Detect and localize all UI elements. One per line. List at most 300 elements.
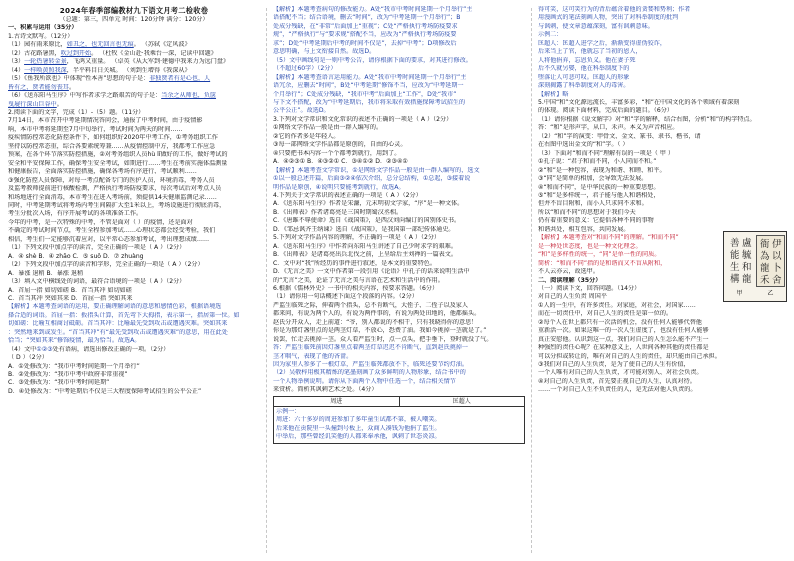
exam-meta: （总题：第三，四单元 时间：120分钟 满分：120分）	[59, 16, 209, 23]
text-run: ③强化防控人员保障，对每一考点配备专门的医护人员，环境消毒，考务人员	[8, 176, 215, 184]
text-run: 都来问，有说为两个人的，有说为两件事的，有说为两处田地的，他都摇头。	[273, 310, 481, 318]
text-line	[538, 116, 788, 124]
text-run: （5）《鱼我所欲也》中体现“性本善”思想的句子是：	[8, 75, 150, 83]
text-run: A．④②③① B．④③②① C．③④①② D．②③④①	[273, 158, 408, 166]
text-run: 堕落让人可悲可叹。匡超人的形象	[538, 73, 630, 81]
text-line	[538, 319, 788, 327]
text-run: 【解析】略	[538, 90, 569, 98]
text-line	[8, 75, 260, 83]
text-run: 7月14日，本市召开中考延期情况答问会，通报了中考时间，由于疫情影	[8, 117, 203, 125]
text-run: 说罢，忙走去挑掉一茎。众人看严监生时，点一点头，把手垂下，登时就没了气。	[273, 335, 493, 343]
text-run: 意思明确，与上文衔接自然。故选D。	[273, 48, 376, 56]
text-line	[273, 14, 525, 22]
text-line	[8, 236, 260, 244]
text-run: C．文中对“我”所经历的事件进行叙述，是本文的重要特色。	[273, 259, 436, 267]
text-line	[8, 253, 260, 261]
text-run: ……一个对自己人生不负责任的人，是无法对他人负责的。	[538, 386, 697, 394]
text-line	[273, 141, 525, 149]
text-run: 求”；D处“中考延期后中考的时间不仅是”，去掉“中考”；D项修改后	[273, 39, 457, 47]
text-run: 因为家里人参多了一根灯草，严监生临死都放不下，临死还要节约灯油。	[273, 361, 468, 369]
seal-glyph: 善	[730, 238, 740, 249]
column-middle-lines	[273, 6, 525, 395]
text-line	[273, 40, 525, 48]
text-run: （6）《送东阳马生序》中写作者求学之路艰苦的句子是：	[8, 92, 162, 100]
text-line	[273, 158, 525, 166]
text-line	[8, 388, 260, 396]
text-run: 一、积累与运用（35分）	[8, 24, 78, 32]
exam-column-right	[538, 6, 788, 395]
text-run: 3.下列对文学常识和文化常识的表述不正确的一项是（ A ）（2分）	[273, 115, 453, 123]
text-run: C．《唐雎不辱使命》选自《战国策》，是西汉刘向编订的国别体史书。	[273, 217, 461, 225]
text-line	[273, 74, 525, 82]
text-line	[8, 134, 260, 142]
text-run: A．①处修改为：“我市中考时间延期一个月举行”	[8, 362, 140, 370]
text-run: 1.古诗文默写。（12分）	[8, 32, 74, 40]
text-line	[8, 261, 260, 269]
text-run: 2.阅读下面的文字，完成（1）-（5）题。（11分）	[8, 108, 145, 116]
text-run: 后来当上了官，他就忘了当初的恩人，	[538, 48, 642, 56]
seal-glyph: 龍	[760, 263, 770, 274]
text-run: A．《送东阳马生序》作者是宋濂，元末明初文学家，“序”是一种文体。	[273, 200, 464, 208]
text-line	[538, 369, 788, 377]
answer-example-label: 示例一：	[276, 407, 301, 415]
text-run: 可以分担或转让的，唯有对自己的人生的责任，却只能由自己承担。	[538, 352, 721, 360]
exam-title: 2024年春季部编教材九下语文月考二检收卷	[59, 6, 209, 15]
text-line	[538, 74, 788, 82]
text-line	[8, 117, 260, 125]
text-run: 答：严监生临死前因灯盏里点着两茎灯草迟迟不肯断气，直到赵氏挑掉一	[273, 344, 468, 352]
text-run: ：突然地来到或发生。“首当其冲”有“最先受到攻击或遭遇灾难”的意思，用在此处	[8, 328, 228, 336]
text-line	[538, 107, 788, 115]
text-line	[273, 319, 525, 327]
text-run: 非独贤者有是心也，人	[149, 75, 211, 83]
text-line	[273, 6, 525, 14]
text-run: C．③处修改为：“我市中考时间延期”	[8, 379, 110, 387]
text-run: ④“和而不同”，是中华民族的一种重要思想。	[538, 183, 660, 191]
text-line	[538, 133, 788, 141]
text-run: （2）“和”字的演变：甲骨文、金文、篆书、隶书、楷书，请	[538, 132, 701, 140]
text-run: 简析：“和而不同”指的是和谐而又不盲从附和，	[538, 259, 667, 267]
text-line	[273, 251, 525, 259]
text-line	[273, 184, 525, 192]
exam-column-middle	[273, 6, 525, 446]
text-run: ②“和”是一种包容，表现为和谐、和睦、和平。	[538, 166, 666, 174]
text-run: （3）	[8, 58, 25, 66]
text-run: 。 （苏轼《定风波》	[133, 41, 191, 49]
seal-glyph: 能	[730, 250, 740, 261]
text-run: 考生分批次入场，有序开展考试的各项准备工作。	[8, 210, 143, 218]
text-run: 用漫画式的笔法刻画人物，突出了对科举制度的批判	[538, 14, 679, 22]
text-run: ④只要把书本内容一个个都考到就行，用到了。	[273, 149, 401, 157]
text-run: 真正安慰他。认识到这一点，我们对自己的人生怎么能不产生一	[538, 335, 709, 343]
text-line	[538, 14, 788, 22]
text-run: 【解析】本题考查语言运用能力。A处“我市中考时间延期一个月举行”主	[273, 73, 467, 81]
seal-glyph: 構	[730, 274, 740, 285]
text-run: 【解析】本题考查病句的修改能力。A处“我市中考时间延期一个月举行”主	[273, 6, 473, 13]
text-run: 明作品是原创，④说明只要能考到就行，故选A。	[273, 183, 405, 191]
text-run: （2）吴敬梓用极其精炼的笔墨刻画了众多鲜明的人物形象，结合书中的	[273, 369, 466, 377]
text-line	[8, 84, 260, 92]
text-run: ③“同”是简单的相加，会导致无法发展。	[538, 175, 648, 183]
text-line	[273, 310, 525, 318]
text-run: 和场地进行全面消毒，本市考生在进入考场前，须提供14天健康监测记录……	[8, 193, 217, 201]
text-run: 6.根据《儒林外史》一书中的相关内容，按要求答题。（6分）	[273, 284, 439, 292]
text-run: 5.中国“和”文化源远流长，丰富多彩，“和”在中国文化的各个领域有着深刻	[538, 98, 740, 106]
text-line	[538, 31, 788, 39]
text-run: 和健康报告，全面落实防控措施，确保各考场有序进行、考试顺利……	[8, 168, 197, 176]
text-line	[273, 302, 525, 310]
text-line	[538, 336, 788, 344]
text-line	[538, 124, 788, 132]
text-line	[8, 202, 260, 210]
text-run: 处有语病，请选出修改正确的一项。（2分）	[52, 345, 170, 353]
seal-glyph: 龍	[742, 274, 752, 285]
text-run: 的体现。阅读下面材料，完成后面的题目。（6分）	[538, 107, 673, 115]
text-run: 一个人物举例说明。请你从下面两个人物中任选一个，结合相关情节	[273, 377, 456, 385]
text-line	[8, 354, 260, 362]
text-run: 但并不盲目附和，而小人只求同不求和。	[538, 200, 648, 208]
text-line	[8, 337, 260, 345]
text-line	[538, 302, 788, 310]
text-line	[273, 124, 525, 132]
exam-column-left	[8, 6, 260, 396]
text-line	[538, 361, 788, 369]
figure-label-a: 甲	[736, 290, 743, 297]
text-line	[8, 185, 260, 193]
seal-script-a-image	[727, 235, 754, 285]
text-line	[538, 23, 788, 31]
text-run: 茎才咽气，表现了他的吝啬。	[273, 352, 353, 360]
text-line	[273, 336, 525, 344]
text-run: D．《无言之美》一文中作者第一段引用《论语》中孔子的话来说明生活中	[273, 268, 470, 276]
text-run: ①以一般总述开篇，后面③②④依次介绍，总分总结构，①总起，③接着说	[273, 175, 471, 183]
text-run: 当余之从师也，负箧	[161, 92, 217, 100]
text-line	[273, 175, 525, 183]
column-right-lines	[538, 6, 788, 395]
text-line	[8, 278, 260, 286]
text-line	[8, 177, 260, 185]
text-run: 。 （杜牧《金山赴·我乘台一深，记读中回题》	[91, 49, 217, 57]
text-line	[538, 141, 788, 149]
figure-label-b: 乙	[767, 290, 774, 297]
text-run: 一样唤黄照我深	[24, 66, 67, 74]
seal-glyph: 以	[772, 251, 782, 262]
text-run: 不确定的考试时间节点，考生全程参加考试……心理状态都会经受考验，我们	[8, 227, 216, 235]
text-line	[8, 194, 260, 202]
text-line	[8, 320, 260, 328]
answer-line: 周进：六十多岁的周进参加了多年童生试都不第，被人嘲笑。	[276, 416, 441, 424]
text-run: 后不久就另娶，他在科举制度下的	[538, 65, 630, 73]
text-run: 深刻揭露了科举制度对人的毒害。	[538, 82, 630, 90]
text-line	[8, 109, 260, 117]
text-run: 和谐共处，相互包容，共同发展。	[538, 225, 630, 233]
text-run: 一轮热暑转金景	[24, 58, 67, 66]
text-line	[538, 57, 788, 65]
text-run: 与讽刺，使文章意蕴深刻，富有讽刺意味。	[538, 22, 654, 30]
text-line	[8, 270, 260, 278]
text-run: （一）阅读下文，回答问题。（14分）	[538, 284, 641, 292]
text-line	[538, 192, 788, 200]
text-line	[273, 344, 525, 352]
text-run: 恰当；“突如其来”修饰疫情，最为恰当。故选A。	[8, 337, 141, 345]
seal-glyph: 卜	[772, 263, 782, 274]
answer-box-left-heading: 周进	[330, 397, 343, 405]
answer-box-body	[274, 407, 524, 443]
text-line	[273, 386, 525, 394]
seal-glyph: 為	[760, 251, 770, 262]
text-run: D．④处修改为：“中考延期后不仅是三大程度保障考试招生的公平公正”	[8, 387, 202, 395]
text-line	[273, 192, 525, 200]
text-run: （1）请你用一句话概述下面这个段落的内容。（2分）	[273, 293, 418, 301]
text-run: 严监生临死之际，伸着两个指头，总不肯断气，大侄子、二侄子以及家人	[273, 301, 468, 309]
text-run: 【解析】本题考查词语的运用，要正确理解词语的意思和感情色彩，根据语境选	[8, 303, 222, 311]
text-run: 安全和平安保障工作，确保考生安全考试，如期进行……考生在考前实施体温测量	[8, 159, 228, 167]
seal-glyph: 衙	[760, 239, 770, 250]
text-line	[538, 378, 788, 386]
column-divider	[266, 8, 267, 553]
text-line	[538, 386, 788, 394]
column-left-lines	[8, 24, 260, 396]
text-run: 示例二：	[538, 31, 563, 39]
text-run: 得可笑，这可笑行为的背后蕴含着他的贪婪和势利；作者	[538, 6, 691, 13]
text-line	[538, 158, 788, 166]
text-line	[273, 327, 525, 335]
text-run: 疫疾情防控常态化防控条件下，如何组织好2020年中考工作，①考务组织工作	[8, 134, 218, 142]
text-line	[8, 379, 260, 387]
figure-labels	[724, 289, 786, 299]
seal-glyph: 生	[730, 262, 740, 273]
calligraphy-figure	[723, 231, 787, 302]
answer-box	[273, 396, 525, 444]
text-line	[273, 353, 525, 361]
text-run: 公平公正”。故选D。	[273, 107, 330, 115]
text-line	[8, 67, 260, 75]
text-run: 语搭配不当；结合语境，删去“时间”，改为“中考延期一个月举行”；B	[273, 14, 461, 22]
text-run: 对自己的人生负责 周国平	[538, 293, 607, 301]
text-line	[538, 200, 788, 208]
text-line	[8, 92, 260, 100]
text-line	[8, 41, 260, 49]
text-line	[8, 329, 260, 337]
text-run: 曳屣行深山巨谷中	[8, 100, 57, 108]
text-run: 所以“和而不同”的思想对于我们今天	[538, 208, 636, 216]
text-run: （1）请你根据《说文解字》对“和”字的解释，结合右图，分析“和”的构字特点。	[538, 115, 756, 123]
text-run: A．④ shè B．④ zhāo C．⑤ suǒ D．⑦ zhuàng	[8, 252, 144, 260]
text-run: 你是为那灯盏里点的是两茎灯草，不放心，恐费了油。我如今挑掉一茎就是了。”	[273, 327, 487, 335]
text-run: （2）下列文段中加点字的读音和字形，完全正确的一项是（ A ）（2分）	[8, 261, 204, 269]
text-run: 今年的中考，是一次特殊的中考，不管是面对（ ）的疫情，还是面对	[8, 218, 193, 226]
text-line	[8, 346, 260, 354]
answer-box-header	[274, 397, 524, 407]
text-run: 一个人唯有对自己的人生负责，才可能对别人、对社会负责。	[538, 369, 703, 377]
text-run: ②它的作者多是年轻人。	[273, 132, 340, 140]
text-run: B．《出师表》是诸葛亮出兵北伐之前，上呈给后主刘禅的一篇表文。	[273, 251, 457, 259]
text-line	[273, 99, 525, 107]
text-line	[538, 6, 788, 14]
text-run: 及监考教师提前进行核酸检测，严格执行考场防疫要求，每次考试后对考点人员	[8, 185, 222, 193]
text-run: 吹过到开始	[60, 49, 92, 57]
text-line	[538, 327, 788, 335]
text-line	[273, 378, 525, 386]
text-line	[8, 227, 260, 235]
text-run: （2）古花路暑黑，	[8, 49, 61, 57]
text-line	[273, 200, 525, 208]
text-run: 而在一切责任中，对自己人生的责任是第一位的。	[538, 310, 673, 318]
text-run: 在右图中选出金文的“和”字。（ ）	[538, 141, 629, 149]
text-run: ①网络文学作品一般是由一群人编写的。	[273, 124, 383, 132]
text-line	[273, 209, 525, 217]
text-line	[538, 310, 788, 318]
text-line	[538, 184, 788, 192]
text-run: 【解析】本题考查对“和而不同”的理解。“和而不同”	[538, 234, 679, 242]
text-run: 赵氏分开众人，走上前道：“爷，别人都说的不相干，只有我晓得你的意思！	[273, 318, 478, 326]
text-line	[538, 65, 788, 73]
text-line	[538, 209, 788, 217]
text-line	[8, 160, 260, 168]
seal-glyph: 和	[742, 262, 752, 273]
text-run: 响，本市中考将延期至7月中旬举行，考试时间为两天的时间……	[8, 125, 183, 133]
text-run: 语冗余，应删去“时间”，B处“中考延期”修饰不当，应改为“中考延期一	[273, 82, 464, 90]
text-line	[8, 371, 260, 379]
text-run: 个月举行”；C处成分残缺，“我市中考”后面加上“工作”，D处“我市”	[273, 90, 457, 98]
answer-box-right-heading: 匡超人	[399, 397, 525, 406]
text-line	[273, 369, 525, 377]
text-line	[8, 58, 260, 66]
text-line	[538, 217, 788, 225]
text-run: ①人的一生中，有许多责任。对家庭，对社会，对国家……	[538, 301, 696, 309]
text-line	[273, 260, 525, 268]
text-line	[273, 217, 525, 225]
text-line	[273, 91, 525, 99]
text-run: “和”是多样性的统一，“同”是单一性的同质。	[538, 251, 661, 259]
text-line	[273, 285, 525, 293]
text-run: ⑤“和”是多样统一，君子能与他人和谐相处，	[538, 191, 660, 199]
text-line	[538, 344, 788, 352]
text-line	[273, 57, 525, 65]
text-line	[8, 210, 260, 218]
text-line	[538, 48, 788, 56]
text-line	[273, 167, 525, 175]
text-line	[273, 65, 525, 73]
text-run: ④对自己的人生负责，首先要正视自己的人生，认真对待。	[538, 377, 696, 385]
text-run: 仍有着重要的意义：它提倡各种不同的事物	[538, 217, 654, 225]
text-run: 二、阅读理解（35分）	[538, 276, 602, 284]
column-divider	[531, 8, 532, 553]
text-run: （4）	[8, 66, 25, 74]
text-run: 。	[56, 100, 63, 108]
text-line	[273, 277, 525, 285]
text-run: 切如磋：比喻互相商讨砥砺。首当其冲：比喻最先受到攻击或遭遇灾难。突如其来	[8, 320, 228, 328]
text-line	[8, 33, 260, 41]
seal-script-b-image	[756, 235, 785, 287]
text-run: 坚持以防控常态重，综合各要素统筹兼……从疫情控制中方，我都考工作应急	[8, 142, 216, 150]
text-run: B．②处修改为：“我市中考中政府非常重视”	[8, 371, 128, 379]
text-line	[538, 91, 788, 99]
text-line	[273, 226, 525, 234]
text-line	[538, 82, 788, 90]
text-run: ，飞鸿又重量。 （卓英《从大军到·建德中我来力为远门盘》	[66, 58, 230, 66]
text-run: （4）文中	[8, 345, 37, 353]
text-line	[8, 101, 260, 109]
text-run: 5.下列对文学作品内容的理解，不正确的一项是（ A ）（2分）	[273, 234, 441, 242]
text-run: 匡超人：匡超人进学之后，渐渐变得虚伪狡诈，	[538, 39, 666, 47]
text-run: （5）文中画线句是一则中考公告，请你根据下面的要求，对其进行修改。	[273, 56, 472, 64]
text-run: ③每一部网络文学作品都是原创的，自由的心灵。	[273, 141, 407, 149]
text-line	[273, 23, 525, 31]
text-run: 重新活一次。如果这唯一的一次人生虚度了，也没有任何人能够	[538, 327, 709, 335]
text-run: （1）下列文段中加点字的读音，完全正确的一项是（ A ）（2分）	[8, 244, 186, 252]
text-line	[8, 287, 260, 295]
text-run: C．首当其冲 突如其来 D．首屈一指 突如其来	[8, 294, 133, 302]
text-line	[273, 234, 525, 242]
text-line	[273, 268, 525, 276]
text-line	[273, 82, 525, 90]
text-line	[273, 31, 525, 39]
text-run: ①孔子说：“君子和而不同，小人同而不和。”	[538, 158, 657, 166]
text-line	[8, 295, 260, 303]
seal-glyph: 舍	[772, 275, 782, 286]
text-run: D．《邹忌讽齐王纳谏》选自《战国策》，是我国第一部纪传体通史。	[273, 225, 455, 233]
text-run: （ D ）（2分）	[8, 354, 48, 362]
text-line	[538, 99, 788, 107]
seal-glyph: 伊	[772, 239, 782, 250]
text-line	[8, 151, 260, 159]
text-run: A．《送东阳马生序》中作者向东阳马生讲述了自己少时求学的艰难。	[273, 242, 457, 250]
text-run: （1）园有雨来原比，	[8, 41, 67, 49]
text-run: 皆有之，贤者能勿丧耳	[8, 83, 69, 91]
text-run: 。	[68, 83, 76, 91]
text-run: 如丑之，也无回言也无痕	[66, 41, 134, 49]
text-run: 处成分残缺，在“非常”后面加上“重视”；C处“严格执行考场防疫要求	[273, 22, 458, 30]
text-run: ，半平料目日关城。 （刘到生增得《我深从》	[66, 66, 191, 74]
text-line	[8, 244, 260, 252]
text-line	[273, 107, 525, 115]
text-run: A．首屈一指 如切如磋 B．首当其冲 如切如磋	[8, 286, 132, 294]
text-run: 不人云亦云，故选甲。	[538, 268, 599, 276]
text-line	[273, 133, 525, 141]
text-run: ①②③	[36, 345, 53, 353]
text-line	[538, 167, 788, 175]
text-run: B．《出师表》作者诸葛亮是三国时期蜀汉丞相。	[273, 208, 403, 216]
text-line	[273, 48, 525, 56]
text-run: （3）填入文中横线处的词语，最符合语境的一项是（ A ）（2分）	[8, 278, 186, 286]
text-run: 【解析】本题考查文学常识，①是网络文学作品一般是由一群人编写的，选文	[273, 166, 480, 174]
text-run: 同时，中考延期考试将考场内考生间隔扩大至1米以上，考场设施进行彻底消毒，	[8, 201, 226, 209]
text-line	[8, 219, 260, 227]
text-run: 与下文不搭配，改为“中考延期后，我市将采取有效措施保障考试招生的	[273, 98, 466, 106]
text-run: 答：“和”是形声字，从口，禾声。本义为声音相应。	[538, 124, 679, 132]
text-line	[273, 116, 525, 124]
text-line	[8, 126, 260, 134]
text-line	[538, 150, 788, 158]
text-line	[8, 168, 260, 176]
text-line	[538, 40, 788, 48]
text-run: 相信，考生们一定能够沉着应对，以平常心态参加考试，考出理想成绩……	[8, 235, 210, 243]
text-run: 是一种处世态度，也是一种文化理念。	[538, 242, 642, 250]
text-run: ②每个人在世上都只有一次活的机会，没有任何人能够代替他	[538, 318, 702, 326]
text-line	[538, 175, 788, 183]
text-line	[8, 312, 260, 320]
text-line	[538, 353, 788, 361]
text-run: 择合适的词语。首屈一指：扳指头计算，首先弯下大拇指，表示第一，指居第一位。如	[8, 311, 240, 319]
text-line	[273, 293, 525, 301]
text-run: 种强烈的责任心呢？在某种意义上，人世间各种其他的责任都是	[538, 344, 709, 352]
text-run: 预案，在各个环节落实防控措施，②对考务组织人员hù lǐ做好的工作，做好考试的	[8, 151, 228, 159]
text-run: 4.下列关于文学常识的表述正确的一项是（ A ）（2分）	[273, 191, 422, 199]
text-line	[273, 361, 525, 369]
text-run: 规”，“严格执行”与“要求规”搭配不当，应改为“严格执行考场防疫要	[273, 31, 457, 39]
seal-glyph: 毓	[742, 250, 752, 261]
